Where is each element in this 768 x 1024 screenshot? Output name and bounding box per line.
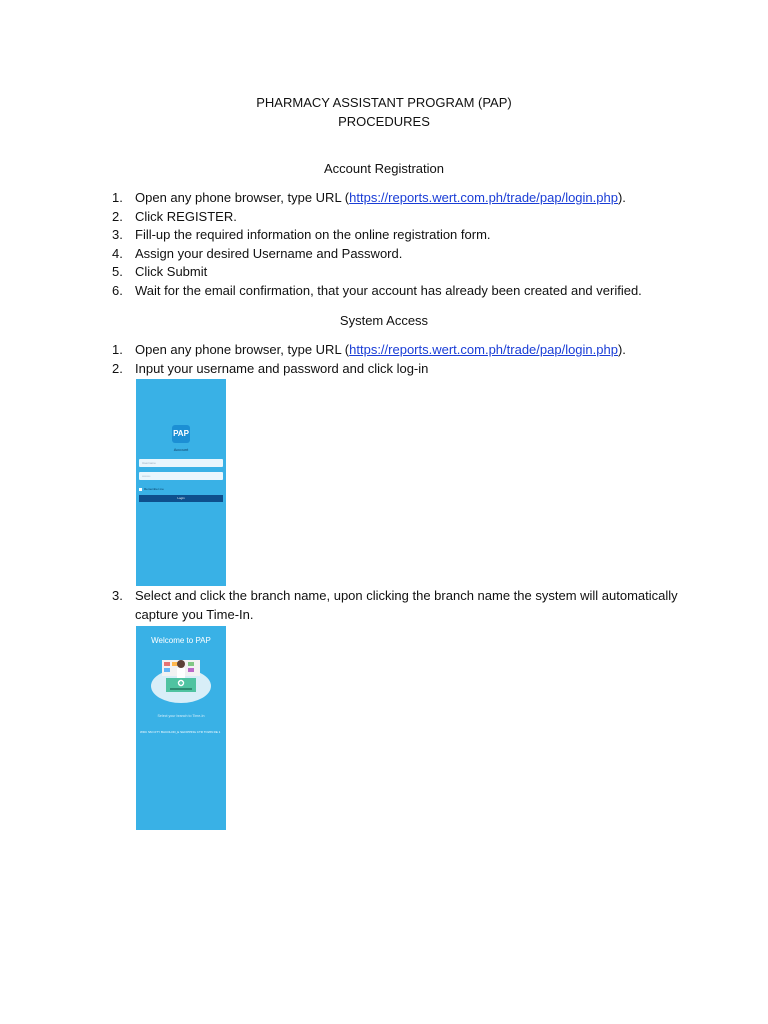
- section-heading-system-access: System Access: [339, 313, 429, 328]
- list-item: 5. Click Submit: [112, 264, 208, 280]
- welcome-screenshot: [136, 626, 226, 830]
- document-subtitle: PROCEDURES: [338, 114, 430, 129]
- pharmacy-illustration-icon: [150, 652, 212, 704]
- login-url-link[interactable]: https://reports.wert.com.ph/trade/pap/login.php: [349, 342, 618, 357]
- welcome-title: Welcome to PAP: [151, 636, 211, 645]
- remember-checkbox: Remember me: [139, 487, 164, 491]
- list-item: 1. Open any phone browser, type URL (https://reports.wert.com.ph/trade/pap/login.php).: [112, 342, 626, 357]
- account-label: Account: [173, 447, 189, 452]
- list-item: 2. Input your username and password and click log-in: [112, 360, 429, 376]
- login-screenshot: [136, 379, 226, 586]
- access-steps-list: [112, 341, 626, 378]
- username-field: Username: [139, 459, 223, 467]
- list-item: capture you Time-In.: [135, 606, 254, 622]
- pap-logo: PAP: [172, 425, 190, 443]
- login-button: Login: [139, 495, 223, 502]
- checkbox-icon: [139, 488, 142, 491]
- document-title: PHARMACY ASSISTANT PROGRAM (PAP): [256, 95, 512, 110]
- list-item: 2. Click REGISTER.: [112, 208, 237, 224]
- branch-name: WDC SM CITY BACOLOD_E SHOPPING CTR TOWN RE 1: [140, 730, 221, 734]
- access-steps-list-continued: [112, 587, 678, 624]
- select-branch-hint: Select your branch to Time-In: [157, 714, 205, 718]
- list-item: 6. Wait for the email confirmation, that your account has already been created and verified.: [112, 282, 642, 298]
- list-item: 4. Assign your desired Username and Password.: [112, 245, 403, 261]
- list-item: 3. Select and click the branch name, upon clicking the branch name the system will automatically: [112, 588, 678, 603]
- list-item: 3. Fill-up the required information on the online registration form.: [112, 227, 491, 243]
- section-heading-account-registration: Account Registration: [324, 161, 444, 176]
- password-field: ••••••••: [139, 472, 223, 480]
- list-item: 1. Open any phone browser, type URL (https://reports.wert.com.ph/trade/pap/login.php).: [112, 190, 626, 205]
- registration-steps-list: [112, 189, 642, 301]
- login-url-link[interactable]: https://reports.wert.com.ph/trade/pap/login.php: [349, 190, 618, 205]
